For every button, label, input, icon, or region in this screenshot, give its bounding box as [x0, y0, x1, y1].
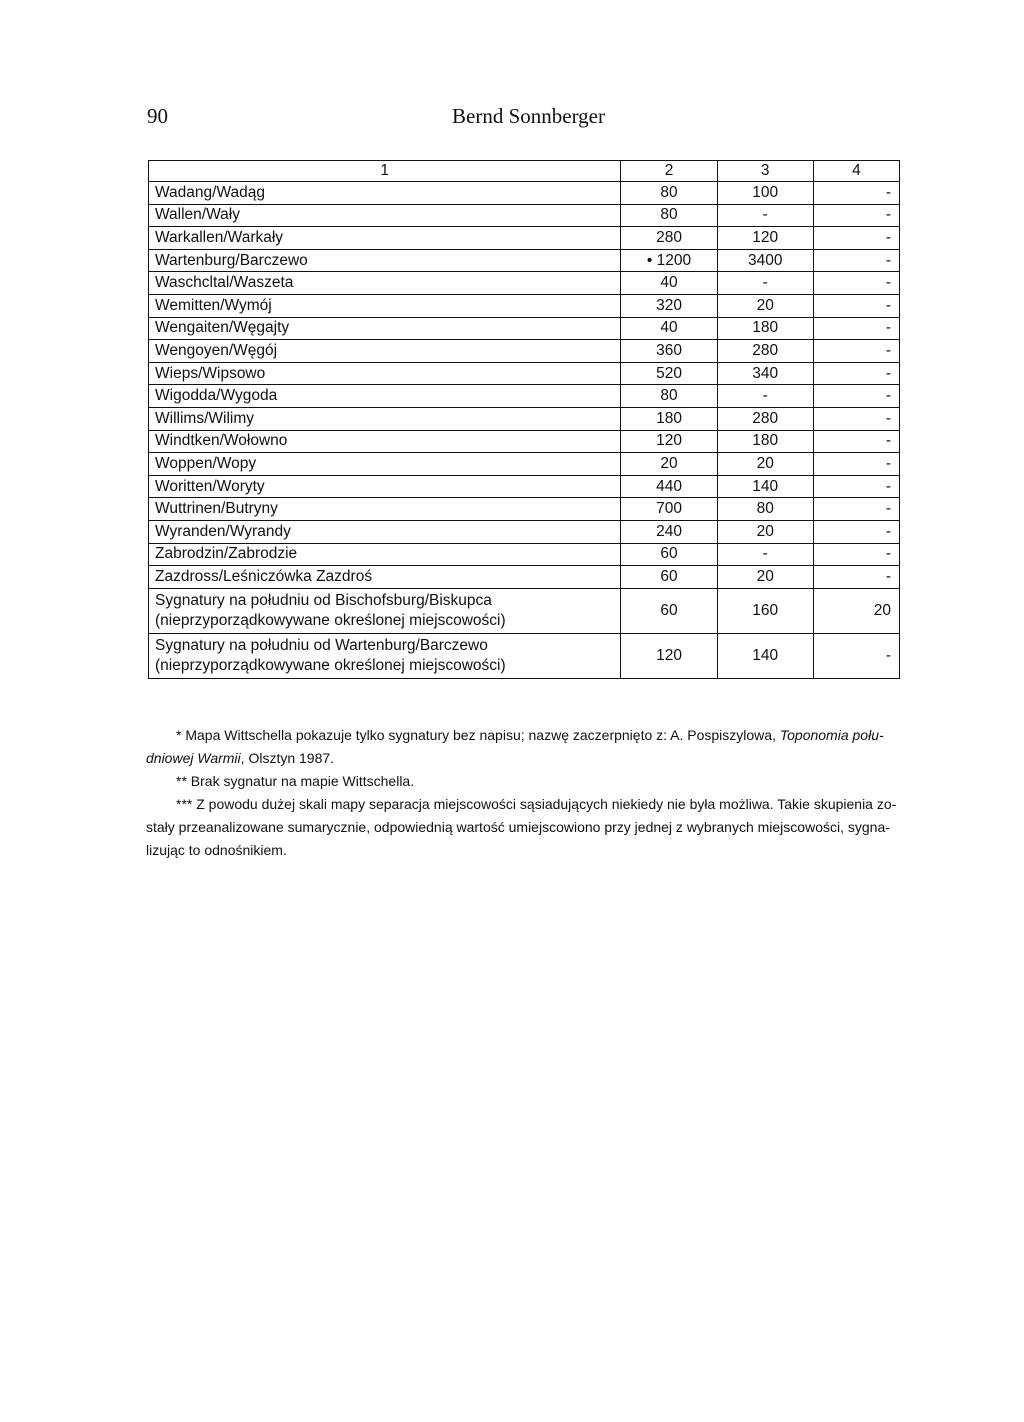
table-row — [149, 385, 900, 408]
value-col3: 340 — [717, 362, 813, 385]
value-col4: - — [813, 475, 899, 498]
value-col4: - — [813, 385, 899, 408]
place-name: Zazdross/Leśniczówka Zazdroś — [149, 566, 621, 589]
value-col3: 180 — [717, 317, 813, 340]
value-col3: - — [717, 272, 813, 295]
table-row — [149, 249, 900, 272]
column-header-2: 2 — [621, 161, 717, 182]
column-header-4: 4 — [813, 161, 899, 182]
value-col2: 80 — [621, 182, 717, 205]
value-col4: - — [813, 294, 899, 317]
value-col4: - — [813, 430, 899, 453]
footnotes — [146, 724, 906, 862]
value-col4: - — [813, 566, 899, 589]
place-name: Wuttrinen/Butryny — [149, 498, 621, 521]
value-col4: 20 — [813, 588, 899, 633]
footnote-3-continued: stały przeanalizowane sumarycznie, odpowiednią wartość umiejscowiono przy jednej z wybranych miejscowości, sygna- — [146, 819, 890, 835]
value-col3: - — [717, 385, 813, 408]
value-col2: 40 — [621, 317, 717, 340]
value-col4: - — [813, 249, 899, 272]
table-body — [149, 182, 900, 679]
place-name: Waschcltal/Waszeta — [149, 272, 621, 295]
value-col2: 440 — [621, 475, 717, 498]
value-col3: - — [717, 204, 813, 227]
table-row — [149, 227, 900, 250]
value-col3: 120 — [717, 227, 813, 250]
value-col4: - — [813, 340, 899, 363]
footnote-1-italic-title: Toponomia połu- — [779, 727, 884, 743]
value-col3: 280 — [717, 340, 813, 363]
value-col4: - — [813, 520, 899, 543]
value-col2: 60 — [621, 566, 717, 589]
table-row — [149, 498, 900, 521]
value-col3: 20 — [717, 453, 813, 476]
value-col4: - — [813, 182, 899, 205]
place-name: Wengaiten/Węgajty — [149, 317, 621, 340]
table-row — [149, 543, 900, 566]
value-col4: - — [813, 498, 899, 521]
value-col4: - — [813, 633, 899, 678]
footnote-1-continued — [146, 747, 906, 770]
footnote-3-continued-2: lizując to odnośnikiem. — [146, 842, 287, 858]
place-name: Wallen/Wały — [149, 204, 621, 227]
table-row — [149, 407, 900, 430]
place-name: Wigodda/Wygoda — [149, 385, 621, 408]
table-row — [149, 430, 900, 453]
place-name: Windtken/Wołowno — [149, 430, 621, 453]
value-col2: 180 — [621, 407, 717, 430]
table-row — [149, 566, 900, 589]
summary-row — [149, 588, 900, 633]
value-col4: - — [813, 204, 899, 227]
value-col2: 80 — [621, 385, 717, 408]
value-col4: - — [813, 453, 899, 476]
value-col2: 80 — [621, 204, 717, 227]
footnote-1-tail: , Olsztyn 1987. — [240, 750, 335, 766]
value-col4: - — [813, 362, 899, 385]
footnote-1-italic-title-cont: dniowej Warmii — [146, 750, 241, 766]
place-name: Woritten/Woryty — [149, 475, 621, 498]
value-col2: 20 — [621, 453, 717, 476]
place-name: Warkallen/Warkały — [149, 227, 621, 250]
table-row — [149, 294, 900, 317]
table-row — [149, 453, 900, 476]
footnote-1-text: * Mapa Wittschella pokazuje tylko sygnatury bez napisu; nazwę zaczerpnięto z: A. Pospiszylowa, — [176, 727, 780, 743]
page-header — [147, 104, 907, 134]
table-row — [149, 475, 900, 498]
value-col4: - — [813, 543, 899, 566]
value-col2: 40 — [621, 272, 717, 295]
value-col3: - — [717, 543, 813, 566]
value-col3: 80 — [717, 498, 813, 521]
place-name: Wadang/Wadąg — [149, 182, 621, 205]
table-row — [149, 182, 900, 205]
value-col3: 20 — [717, 566, 813, 589]
place-name: Woppen/Wopy — [149, 453, 621, 476]
column-header-1: 1 — [149, 161, 621, 182]
table-row — [149, 520, 900, 543]
place-name: Wengoyen/Węgój — [149, 340, 621, 363]
value-col4: - — [813, 317, 899, 340]
summary-label-line2: (nieprzyporządkowywane określonej miejscowości) — [155, 611, 506, 629]
value-col2: 240 — [621, 520, 717, 543]
value-col4: - — [813, 227, 899, 250]
footnote-2: ** Brak sygnatur na mapie Wittschella. — [176, 773, 415, 789]
page-number: 90 — [147, 104, 168, 128]
value-col2: 120 — [621, 633, 717, 678]
place-name: Wieps/Wipsowo — [149, 362, 621, 385]
summary-label — [149, 588, 621, 633]
place-name: Zabrodzin/Zabrodzie — [149, 543, 621, 566]
place-name: Wyranden/Wyrandy — [149, 520, 621, 543]
table-row — [149, 362, 900, 385]
data-table — [148, 160, 900, 679]
summary-label-line1: Sygnatury na południu od Bischofsburg/Biskupca — [155, 591, 492, 609]
column-header-3: 3 — [717, 161, 813, 182]
table-header-row — [149, 161, 900, 182]
running-title: Bernd Sonnberger — [452, 104, 605, 128]
value-col2: 700 — [621, 498, 717, 521]
value-col2: 320 — [621, 294, 717, 317]
value-col3: 180 — [717, 430, 813, 453]
value-col3: 20 — [717, 294, 813, 317]
value-col2: 60 — [621, 543, 717, 566]
summary-row — [149, 633, 900, 678]
value-col2: • 1200 — [621, 249, 717, 272]
summary-label-line1: Sygnatury na południu od Wartenburg/Barczewo — [155, 636, 488, 654]
value-col2: 360 — [621, 340, 717, 363]
place-name: Wartenburg/Barczewo — [149, 249, 621, 272]
value-col3: 20 — [717, 520, 813, 543]
value-col2: 280 — [621, 227, 717, 250]
footnote-3: *** Z powodu dużej skali mapy separacja miejscowości sąsiadujących niekiedy nie była możliwa. Takie skupienia zo- — [176, 796, 897, 812]
value-col4: - — [813, 407, 899, 430]
value-col2: 120 — [621, 430, 717, 453]
table-row — [149, 340, 900, 363]
value-col4: - — [813, 272, 899, 295]
footnote-1 — [176, 724, 906, 747]
value-col2: 60 — [621, 588, 717, 633]
value-col3: 140 — [717, 633, 813, 678]
place-name: Wemitten/Wymój — [149, 294, 621, 317]
table-row — [149, 317, 900, 340]
value-col3: 280 — [717, 407, 813, 430]
table-row — [149, 272, 900, 295]
summary-label-line2: (nieprzyporządkowywane określonej miejscowości) — [155, 656, 506, 674]
summary-label — [149, 633, 621, 678]
table-row — [149, 204, 900, 227]
place-name: Willims/Wilimy — [149, 407, 621, 430]
value-col3: 3400 — [717, 249, 813, 272]
value-col3: 140 — [717, 475, 813, 498]
value-col3: 160 — [717, 588, 813, 633]
value-col2: 520 — [621, 362, 717, 385]
value-col3: 100 — [717, 182, 813, 205]
